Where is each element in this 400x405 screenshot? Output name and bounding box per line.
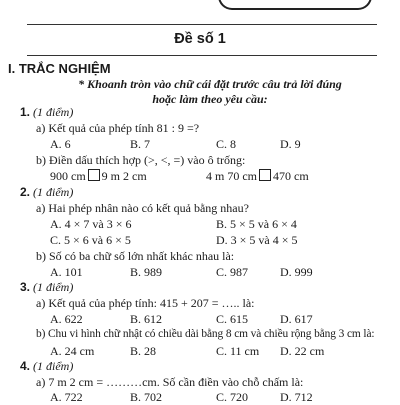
q1a-option-d[interactable]: D. 9	[280, 137, 301, 151]
question-4-header	[20, 359, 73, 374]
q1a-option-b[interactable]: B. 7	[130, 137, 151, 151]
q3b-option-d[interactable]: D. 22 cm	[280, 344, 325, 358]
instruction-line-1: * Khoanh tròn vào chữ cái đặt trước câu trả lời đúng	[78, 77, 342, 91]
question-number: 2.	[20, 185, 31, 199]
q1b-right-before: 4 m 70 cm	[206, 169, 257, 183]
q2a-prompt: a) Hai phép nhân nào có kết quả bằng nhau?	[36, 201, 249, 215]
q3b-option-b[interactable]: B. 28	[130, 344, 157, 358]
question-3-header	[20, 280, 73, 295]
q4a-prompt: a) 7 m 2 cm = ………cm. Số cần điền vào chỗ chấm là:	[36, 375, 304, 389]
question-number: 1.	[20, 105, 31, 119]
q3b-prompt: b) Chu vi hình chữ nhật có chiều dài bằng 8 cm và chiều rộng bằng 3 cm là:	[36, 328, 375, 340]
q1b-left-answer-box[interactable]	[88, 169, 100, 181]
q2b-option-c[interactable]: C. 987	[216, 265, 249, 279]
question-number: 3.	[20, 280, 31, 294]
q2a-option-b[interactable]: B. 5 × 5 và 6 × 4	[216, 217, 297, 231]
question-points: (1 điểm)	[33, 359, 74, 373]
q2a-option-c[interactable]: C. 5 × 6 và 6 × 5	[50, 233, 131, 247]
top-rule	[27, 24, 377, 25]
exam-title: Đề số 1	[174, 31, 226, 47]
q4a-option-d[interactable]: D. 712	[280, 390, 313, 404]
q1a-option-c[interactable]: C. 8	[216, 137, 237, 151]
title-rule	[27, 55, 377, 56]
question-points: (1 điểm)	[33, 105, 74, 119]
q1a-prompt: a) Kết quả của phép tính 81 : 9 =?	[36, 121, 200, 135]
question-1-header	[20, 105, 73, 120]
q1b-prompt: b) Điền dấu thích hợp (>, <, =) vào ô trống:	[36, 153, 246, 167]
q1b-left-comparison	[50, 169, 147, 184]
q3a-option-b[interactable]: B. 612	[130, 312, 163, 326]
q3b-option-a[interactable]: A. 24 cm	[50, 344, 95, 358]
q2a-option-a[interactable]: A. 4 × 7 và 3 × 6	[50, 217, 132, 231]
q2b-prompt: b) Số có ba chữ số lớn nhất khác nhau là:	[36, 249, 235, 263]
question-2-header	[20, 185, 73, 200]
q1b-right-after: 470 cm	[273, 169, 309, 183]
q1b-left-after: 9 m 2 cm	[101, 169, 147, 183]
q3a-option-c[interactable]: C. 615	[216, 312, 249, 326]
section-heading: I. TRẮC NGHIỆM	[8, 61, 111, 76]
q2b-option-d[interactable]: D. 999	[280, 265, 313, 279]
q1b-right-answer-box[interactable]	[259, 169, 271, 181]
q3a-option-a[interactable]: A. 622	[50, 312, 83, 326]
question-points: (1 điểm)	[33, 280, 74, 294]
q1a-option-a[interactable]: A. 6	[50, 137, 71, 151]
q2a-option-d[interactable]: D. 3 × 5 và 4 × 5	[216, 233, 298, 247]
q3a-option-d[interactable]: D. 617	[280, 312, 313, 326]
q4a-option-b[interactable]: B. 702	[130, 390, 163, 404]
q2b-option-a[interactable]: A. 101	[50, 265, 83, 279]
question-number: 4.	[20, 359, 31, 373]
question-points: (1 điểm)	[33, 185, 74, 199]
instruction-line-2: hoặc làm theo yêu cầu:	[152, 92, 268, 106]
q4a-option-a[interactable]: A. 722	[50, 390, 83, 404]
q4a-option-c[interactable]: C. 720	[216, 390, 249, 404]
q1b-left-before: 900 cm	[50, 169, 86, 183]
q1b-right-comparison	[206, 169, 309, 184]
q3a-prompt: a) Kết quả của phép tính: 415 + 207 = ….. là:	[36, 296, 255, 310]
q2b-option-b[interactable]: B. 989	[130, 265, 163, 279]
q3b-option-c[interactable]: C. 11 cm	[216, 344, 260, 358]
header-frame-decoration	[218, 0, 372, 10]
